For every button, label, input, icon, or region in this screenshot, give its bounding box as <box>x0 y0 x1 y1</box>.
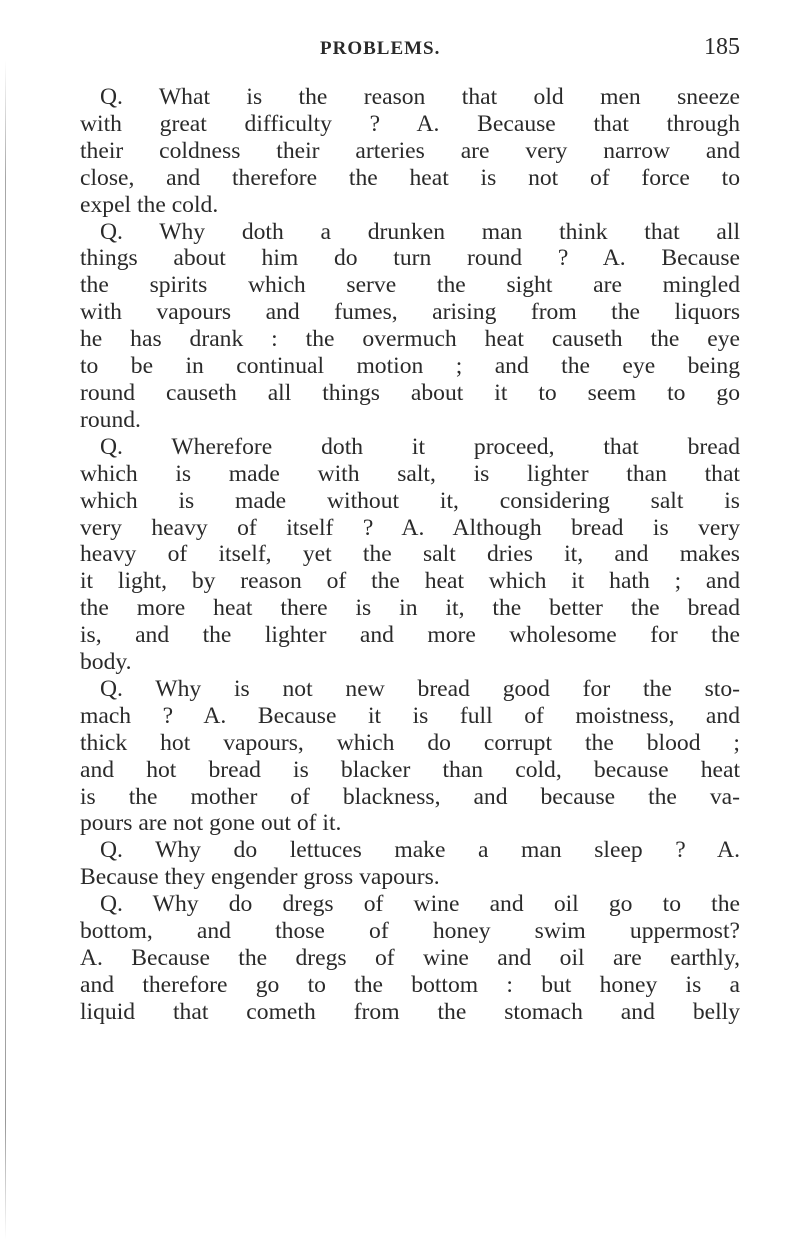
text-line: is, and the lighter and more wholesome for the <box>80 622 740 649</box>
text-line: Q. Wherefore doth it proceed, that bread <box>100 433 740 460</box>
text-line: and therefore go to the bottom : but honey is a <box>80 971 740 998</box>
text-line: Q. What is the reason that old men sneeze <box>100 84 740 110</box>
text-line: bottom, and those of honey swim uppermost? <box>80 918 740 945</box>
text-line: round. <box>80 406 141 433</box>
text-line: it light, by reason of the heat which it hath ; and <box>80 568 740 595</box>
text-line: Q. Why do dregs of wine and oil go to the <box>100 891 740 918</box>
text-line: the spirits which serve the sight are mingled <box>80 272 740 299</box>
text-line: Q. Why do lettuces make a man sleep ? A. <box>100 837 740 864</box>
text-line: pours are not gone out of it. <box>80 810 342 837</box>
text-line: thick hot vapours, which do corrupt the blood ; <box>80 729 740 756</box>
text-line: body. <box>80 649 132 676</box>
text-line: round causeth all things about it to seem to go <box>80 379 740 406</box>
text-line: their coldness their arteries are very narrow and <box>80 137 740 164</box>
page-number: 185 <box>704 34 740 60</box>
text-line: is the mother of blackness, and because the va- <box>80 783 740 810</box>
running-title: PROBLEMS. <box>320 38 441 59</box>
text-line: liquid that cometh from the stomach and belly <box>80 998 740 1025</box>
running-head <box>80 34 740 68</box>
text-line: to be in continual motion ; and the eye being <box>80 353 740 380</box>
body-text <box>80 84 740 1026</box>
text-line: A. Because the dregs of wine and oil are earthly, <box>80 945 740 971</box>
text-line: Because they engender gross vapours. <box>80 864 440 891</box>
text-line: expel the cold. <box>80 191 219 218</box>
text-line: the more heat there is in it, the better the bread <box>80 595 740 622</box>
text-line: mach ? A. Because it is full of moistness, and <box>80 702 740 729</box>
text-line: Q. Why doth a drunken man think that all <box>100 218 740 245</box>
text-line: and hot bread is blacker than cold, because heat <box>80 756 740 783</box>
text-line: Q. Why is not new bread good for the sto- <box>100 675 740 702</box>
text-line: heavy of itself, yet the salt dries it, and makes <box>80 541 740 568</box>
text-line: close, and therefore the heat is not of force to <box>80 164 740 191</box>
text-line: things about him do turn round ? A. Because <box>80 245 740 272</box>
page-gutter-shadow <box>5 60 6 1240</box>
text-line: with vapours and fumes, arising from the liquors <box>80 299 740 326</box>
text-line: he has drank : the overmuch heat causeth the eye <box>80 326 740 353</box>
text-line: with great difficulty ? A. Because that through <box>80 110 740 137</box>
text-line: which is made without it, considering salt is <box>80 487 740 514</box>
text-line: very heavy of itself ? A. Although bread is very <box>80 514 740 541</box>
text-line: which is made with salt, is lighter than that <box>80 460 740 487</box>
